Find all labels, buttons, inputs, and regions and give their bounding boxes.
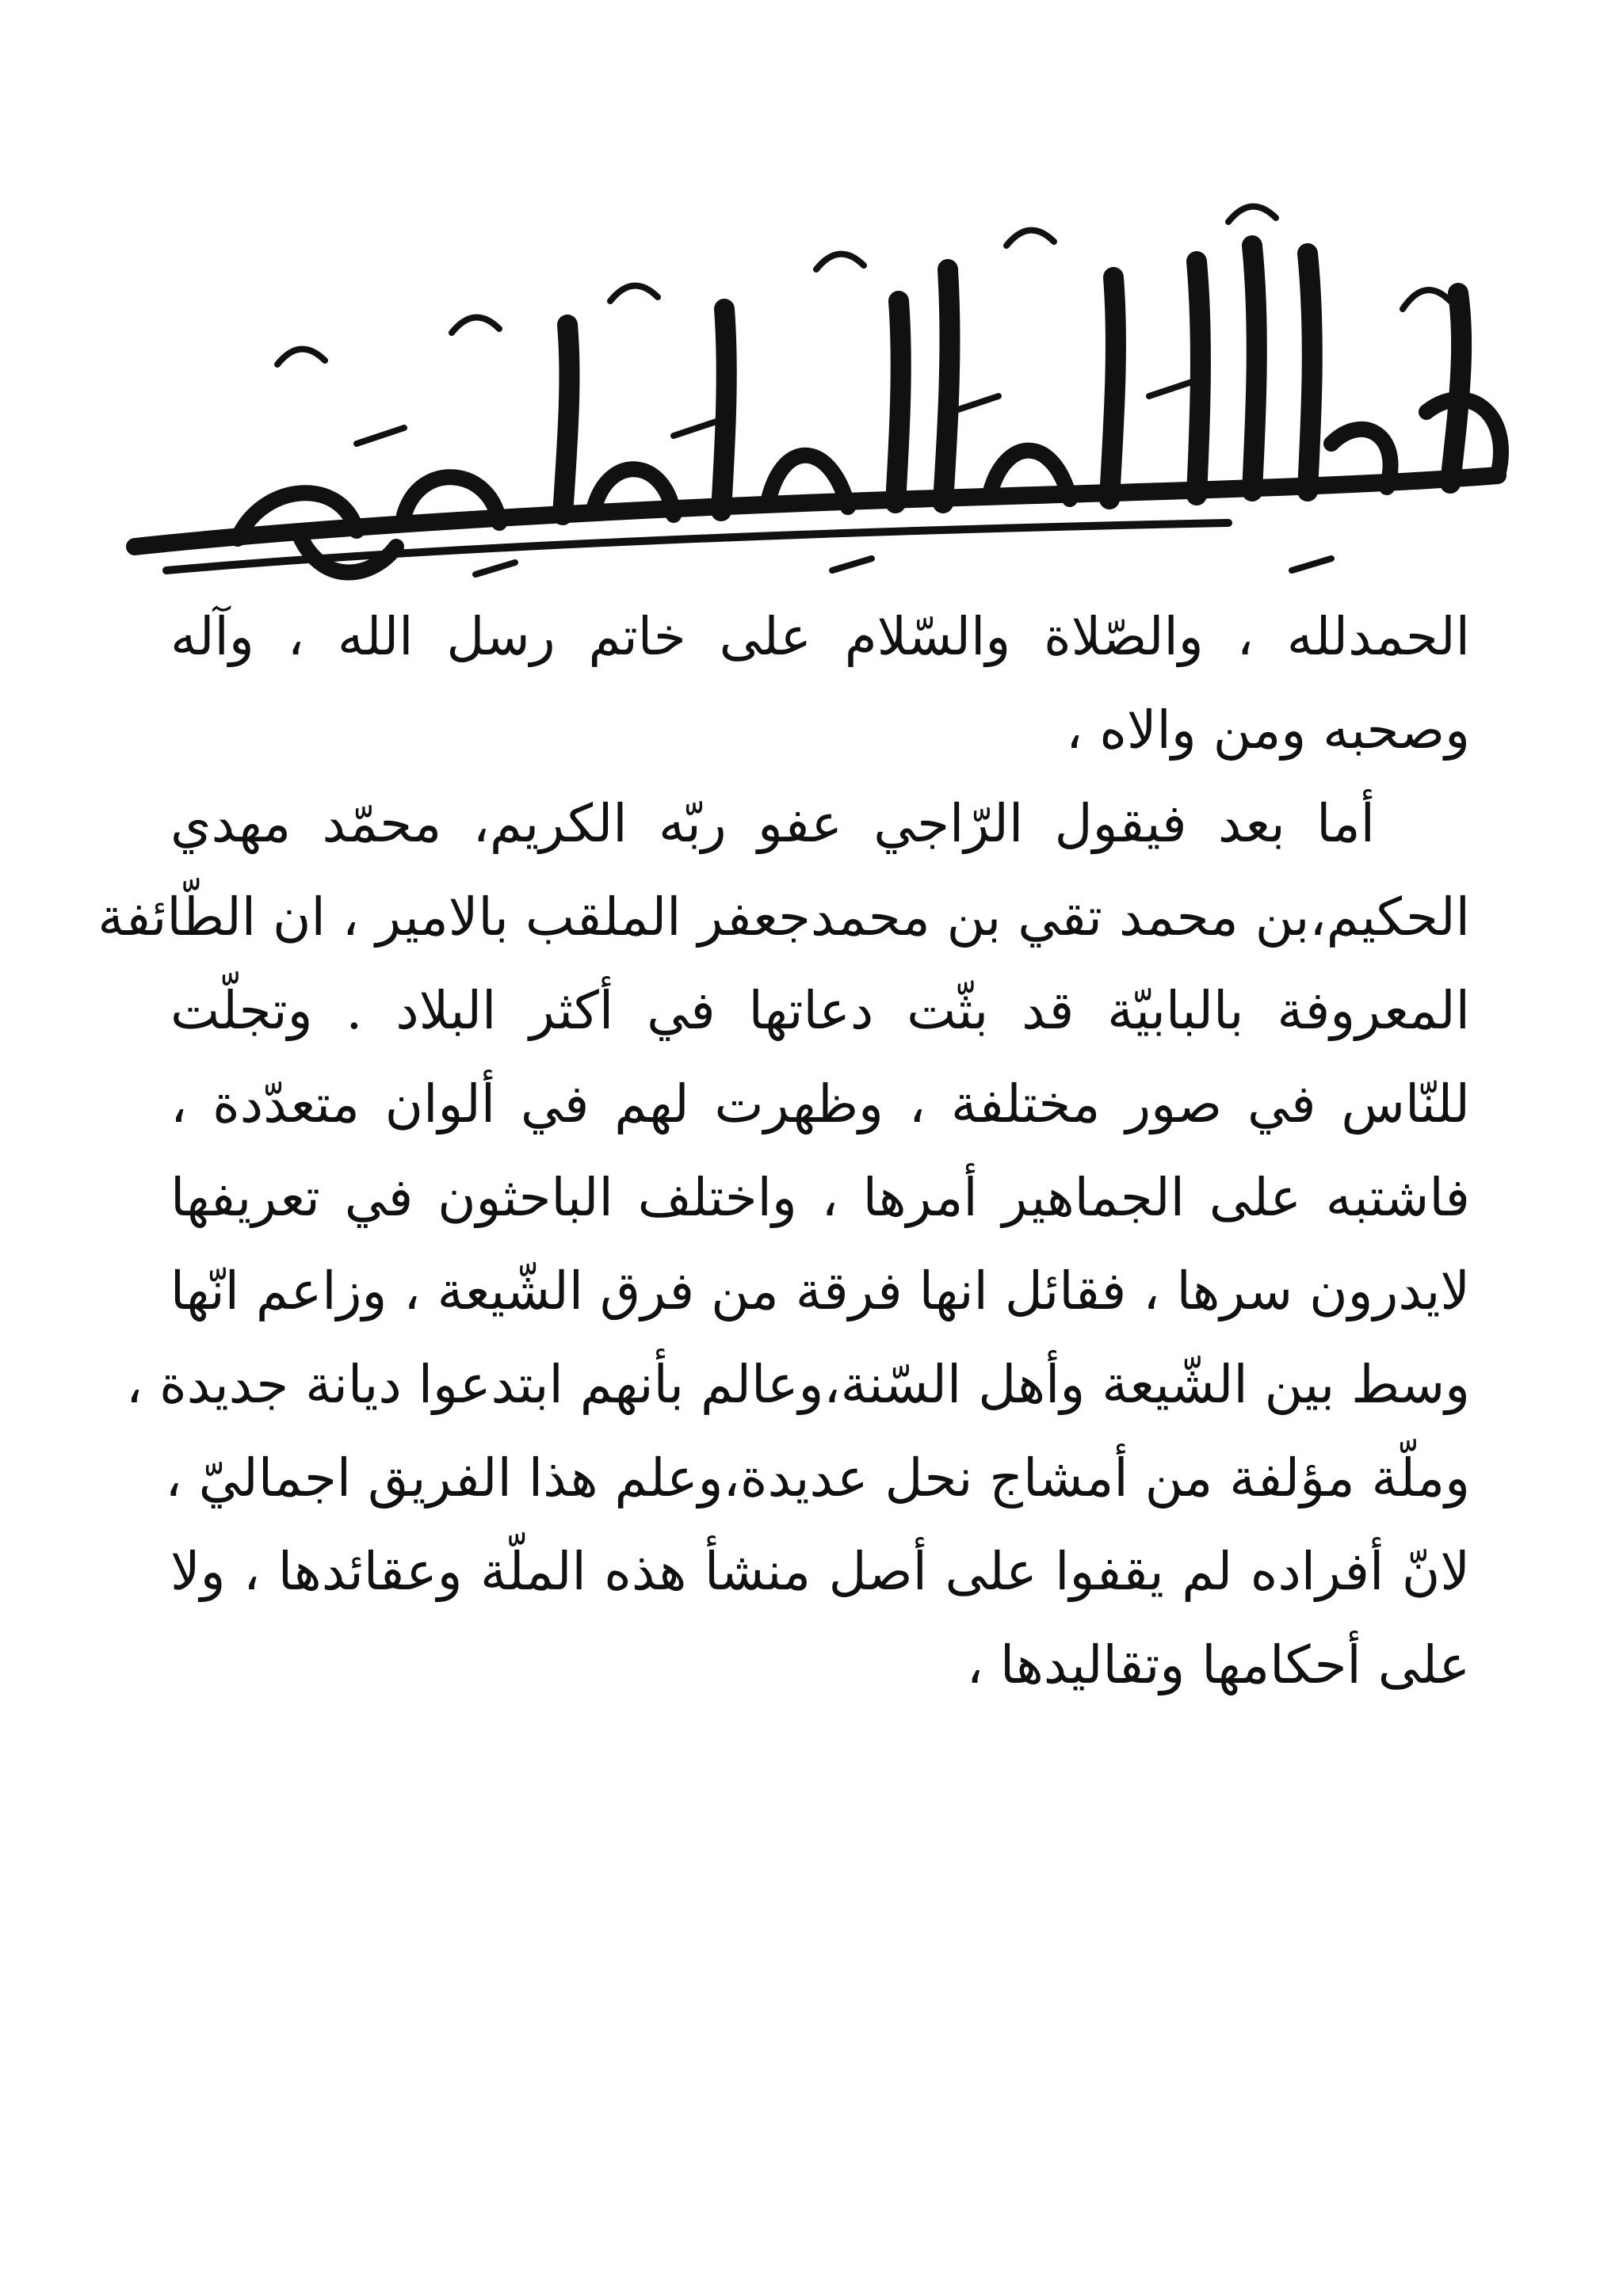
text-line: الحكيم،بن محمد تقي بن محمدجعفر الملقب بالامير ، ان الطّائفة [97, 887, 1470, 948]
text-line: فاشتبه على الجماهير أمرها ، واختلف الباحثون في تعريفها [170, 1167, 1470, 1228]
text-line: وصحبه ومن والاه ، [1066, 700, 1470, 761]
basmala-calligraphy-drawing [119, 174, 1514, 586]
body-text [97, 590, 1470, 1712]
text-line: وسط بين الشّيعة وأهل السّنة،وعالم بأنهم ابتدعوا ديانة جديدة ، [125, 1354, 1470, 1415]
text-line: المعروفة بالبابيّة قد بثّت دعاتها في أكثر البلاد . وتجلّت [170, 980, 1470, 1041]
text-line: لايدرون سرها ، فقائل انها فرقة من فرق الشّيعة ، وزاعم انّها [170, 1261, 1470, 1322]
text-line: الحمدلله ، والصّلاة والسّلام على خاتم رسل الله ، وآله [170, 606, 1470, 667]
basmala-calligraphy [119, 174, 1514, 586]
paragraph-opening [170, 590, 1470, 777]
text-line: لانّ أفراده لم يقفوا على أصل منشأ هذه الملّة وعقائدها ، ولا [170, 1541, 1470, 1602]
text-line: وملّة مؤلفة من أمشاج نحل عديدة،وعلم هذا الفريق اجماليّ ، [165, 1447, 1470, 1508]
paragraph-main [97, 777, 1470, 1712]
text-line: للنّاس في صور مختلفة ، وظهرت لهم في ألوان متعدّدة ، [170, 1074, 1470, 1135]
text-line: على أحكامها وتقاليدها ، [966, 1634, 1470, 1695]
text-line: أما بعد فيقول الرّاجي عفو ربّه الكريم، محمّد مهدي [170, 793, 1375, 854]
